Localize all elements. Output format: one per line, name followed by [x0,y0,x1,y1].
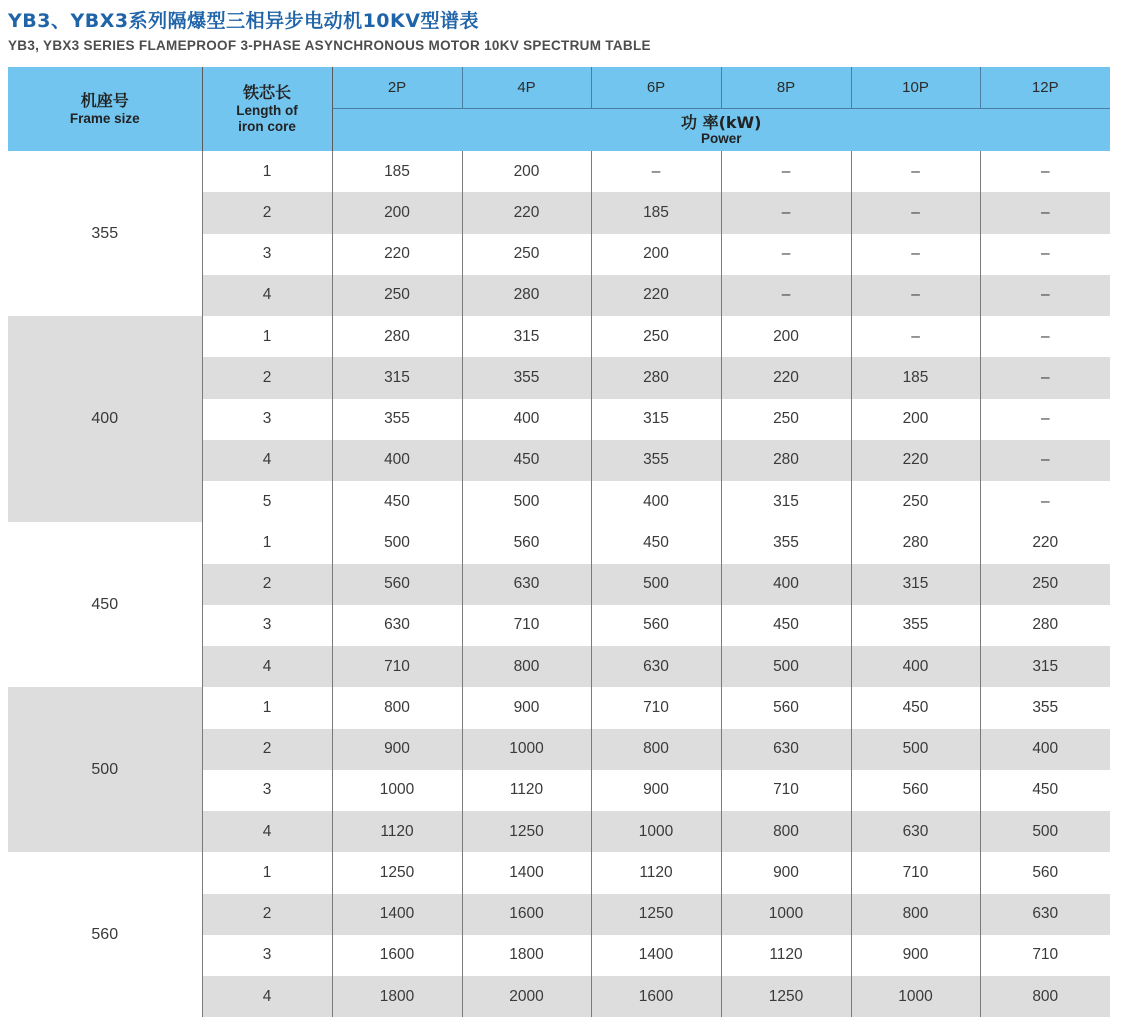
header-pole-2p: 2P [332,67,462,109]
power-cell: 500 [721,646,851,687]
power-cell: 800 [851,894,980,935]
core-length-cell: 4 [202,646,332,687]
power-cell: – [721,192,851,233]
core-length-cell: 4 [202,440,332,481]
power-cell: 1400 [462,852,591,893]
power-cell: 400 [462,399,591,440]
power-cell: 450 [332,481,462,522]
power-cell: 900 [332,729,462,770]
power-cell: 400 [591,481,721,522]
power-cell: 250 [721,399,851,440]
power-cell: – [1040,162,1050,180]
power-cell: 1250 [591,894,721,935]
power-cell: 630 [721,729,851,770]
power-cell: 400 [332,440,462,481]
core-length-cell: 2 [202,192,332,233]
power-cell: 500 [462,481,591,522]
table-row [8,151,1110,192]
power-cell: – [980,275,1110,316]
power-cell: 630 [851,811,980,852]
power-cell: – [851,316,980,357]
power-cell: 710 [1032,946,1059,964]
power-cell: 200 [851,399,980,440]
header-frame-size [8,67,202,151]
power-cell: – [721,151,851,192]
table-row [8,687,1110,728]
power-cell: 355 [332,399,462,440]
power-cell: – [980,192,1110,233]
power-cell: 1800 [332,976,462,1017]
power-cell: 315 [721,481,851,522]
power-cell: 630 [591,646,721,687]
power-cell: 220 [1032,533,1059,551]
core-length-cell: 2 [202,564,332,605]
power-cell: 1000 [332,770,462,811]
power-cell: 280 [332,316,462,357]
power-cell: 220 [462,192,591,233]
power-cell: 1600 [591,976,721,1017]
power-cell: – [721,275,851,316]
frame-size-cell: 500 [8,687,202,852]
power-cell: 315 [462,316,591,357]
power-cell: 1250 [462,811,591,852]
power-cell: 900 [462,687,591,728]
header-pole-8p: 8P [721,67,851,109]
power-cell: 500 [591,564,721,605]
power-cell: 710 [721,770,851,811]
power-cell: 400 [721,564,851,605]
power-cell: 315 [851,564,980,605]
spectrum-table [8,67,1110,1017]
power-cell: 280 [462,275,591,316]
power-cell: 500 [851,729,980,770]
power-cell: 1600 [332,935,462,976]
frame-size-cell: 355 [8,151,202,316]
power-cell: 220 [332,234,462,275]
power-cell: 250 [980,564,1110,605]
power-cell: 800 [591,729,721,770]
power-cell: 1400 [591,935,721,976]
power-cell: – [851,192,980,233]
power-cell: – [591,151,721,192]
power-cell: 1120 [591,852,721,893]
power-cell: 2000 [462,976,591,1017]
power-cell: 220 [721,357,851,398]
power-cell: – [980,357,1110,398]
table-row [8,316,1110,357]
power-cell: 355 [1032,698,1059,716]
header-power-cn: 功 率(kW) [681,113,762,132]
power-cell: 710 [332,646,462,687]
header-power [332,109,1110,152]
power-cell: 560 [721,687,851,728]
table-row [8,522,1110,563]
power-cell: 560 [851,770,980,811]
power-cell: 185 [332,151,462,192]
header-iron-core [202,67,332,151]
power-cell: 800 [332,687,462,728]
power-cell: 900 [851,935,980,976]
power-cell: – [851,275,980,316]
power-cell: 355 [851,605,980,646]
power-cell: – [851,151,980,192]
power-cell: 1000 [721,894,851,935]
table-row [8,852,1110,893]
core-length-cell: 4 [202,811,332,852]
power-cell: 400 [980,729,1110,770]
power-cell: 450 [591,522,721,563]
power-cell: 560 [1032,863,1059,881]
power-cell: 280 [1032,616,1059,634]
power-cell: 560 [591,605,721,646]
frame-size-cell: 560 [8,852,202,1017]
power-cell: 200 [332,192,462,233]
power-cell: 630 [980,894,1110,935]
core-length-cell: 1 [202,522,332,563]
power-cell: 630 [462,564,591,605]
power-cell: 250 [851,481,980,522]
power-cell: 355 [721,522,851,563]
power-cell: 1120 [721,935,851,976]
header-pole-10p: 10P [851,67,980,109]
power-cell: 185 [851,357,980,398]
core-length-cell: 3 [202,935,332,976]
power-cell: 1120 [332,811,462,852]
table-header [8,67,1110,151]
power-cell: 280 [721,440,851,481]
header-pole-6p: 6P [591,67,721,109]
core-length-cell: 1 [202,151,332,192]
power-cell: 250 [332,275,462,316]
power-cell: 250 [591,316,721,357]
power-cell: 185 [591,192,721,233]
power-cell: 630 [332,605,462,646]
table-body [8,151,1110,1017]
power-cell: 560 [462,522,591,563]
header-core-en-2: iron core [238,119,296,134]
page-subtitle: YB3, YBX3 SERIES FLAMEPROOF 3-PHASE ASYNCHRONOUS MOTOR 10KV SPECTRUM TABLE [8,38,651,53]
power-cell: 315 [591,399,721,440]
power-cell: 280 [851,522,980,563]
power-cell: 315 [980,646,1110,687]
power-cell: 800 [980,976,1110,1017]
header-pole-4p: 4P [462,67,591,109]
power-cell: 200 [591,234,721,275]
power-cell: – [980,440,1110,481]
power-cell: – [1040,410,1050,428]
power-cell: 450 [721,605,851,646]
power-cell: 500 [332,522,462,563]
header-core-cn: 铁芯长 [242,83,291,102]
power-cell: 280 [591,357,721,398]
header-core-en-1: Length of [236,103,298,118]
power-cell: 220 [851,440,980,481]
core-length-cell: 2 [202,894,332,935]
page-title: YB3、YBX3系列隔爆型三相异步电动机10KV型谱表 [8,10,479,32]
core-length-cell: 4 [202,976,332,1017]
frame-size-cell: 400 [8,316,202,522]
power-cell: – [1040,492,1050,510]
power-cell: 450 [851,687,980,728]
power-cell: 1400 [332,894,462,935]
core-length-cell: 3 [202,605,332,646]
power-cell: 1000 [591,811,721,852]
power-cell: 355 [591,440,721,481]
header-frame-cn: 机座号 [80,91,129,110]
power-cell: 1000 [462,729,591,770]
core-length-cell: 4 [202,275,332,316]
power-cell: 1000 [851,976,980,1017]
header-frame-en: Frame size [69,111,140,126]
power-cell: 1250 [721,976,851,1017]
core-length-cell: 3 [202,399,332,440]
core-length-cell: 1 [202,687,332,728]
power-cell: – [721,234,851,275]
power-cell: 710 [462,605,591,646]
header-power-en: Power [700,131,742,146]
power-cell: – [1040,327,1050,345]
core-length-cell: 2 [202,729,332,770]
power-cell: 500 [980,811,1110,852]
power-cell: 1120 [462,770,591,811]
power-cell: 560 [332,564,462,605]
power-cell: 1600 [462,894,591,935]
power-cell: 400 [851,646,980,687]
core-length-cell: 5 [202,481,332,522]
power-cell: 220 [591,275,721,316]
power-cell: 355 [462,357,591,398]
core-length-cell: 2 [202,357,332,398]
header-pole-12p: 12P [980,67,1110,109]
power-cell: 800 [462,646,591,687]
power-cell: 800 [721,811,851,852]
core-length-cell: 1 [202,316,332,357]
power-cell: – [851,234,980,275]
core-length-cell: 1 [202,852,332,893]
power-cell: 450 [1032,781,1059,799]
power-cell: 710 [591,687,721,728]
power-cell: 450 [462,440,591,481]
power-cell: 900 [591,770,721,811]
power-cell: 1800 [462,935,591,976]
power-cell: 315 [332,357,462,398]
power-cell: 200 [721,316,851,357]
power-cell: 900 [721,852,851,893]
power-cell: 250 [462,234,591,275]
power-cell: 710 [851,852,980,893]
frame-size-cell: 450 [8,522,202,687]
power-cell: 200 [462,151,591,192]
core-length-cell: 3 [202,234,332,275]
power-cell: – [1040,245,1050,263]
power-cell: 1250 [332,852,462,893]
core-length-cell: 3 [202,770,332,811]
